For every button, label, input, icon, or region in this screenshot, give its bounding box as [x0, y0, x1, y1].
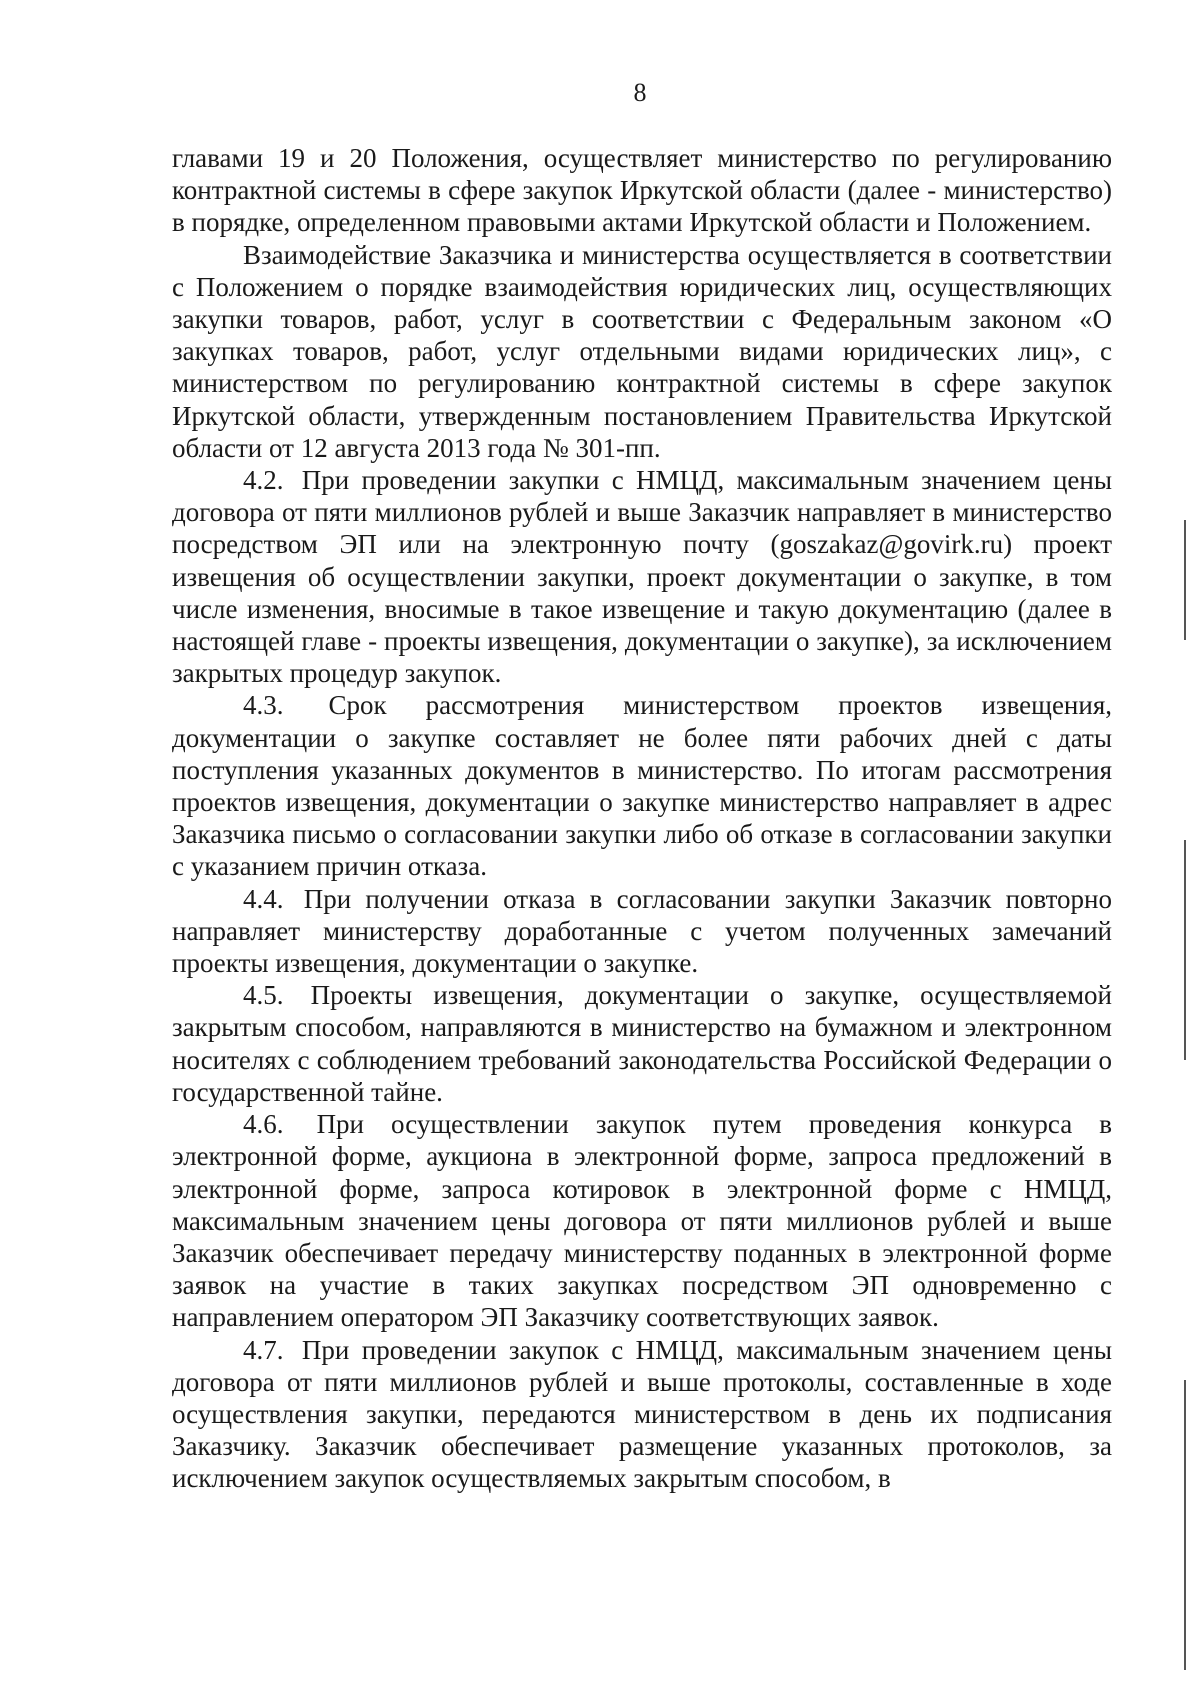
paragraph-text: При получении отказа в согласовании закупки Заказчик повторно направляет министерству доработанные с учетом полученных замечаний проекты извещения, документации о закупке. — [172, 883, 1113, 979]
paragraph-continuation — [172, 142, 1112, 239]
paragraph-number: 4.2. — [243, 465, 284, 496]
paragraph-number: 4.7. — [243, 1334, 284, 1365]
paragraph-text: Срок рассмотрения министерством проектов извещения, документации о закупке составляет не более пяти рабочих дней с даты поступления указанных документов в министерство. По итогам рассмотрения проектов извещения, документации о закупке министерство направляет в адрес Заказчика письмо о согласовании закупки либо об отказе в согласовании закупки с указанием причин отказа. — [172, 690, 1113, 882]
paragraph-4-6 — [172, 1108, 1112, 1333]
scan-edge-mark — [1184, 520, 1186, 640]
paragraph-text: Взаимодействие Заказчика и министерства осуществляется в соответствии с Положением о порядке взаимодействия юридических лиц, осуществляющих закупки товаров, работ, услуг в соответствии с Федеральным законом «О закупках товаров, работ, услуг отдельными видами юридических лиц», с министерством по регулированию контрактной системы в сфере закупок Иркутской области, утвержденным постановлением Правительства Иркутской области от 12 августа 2013 года № 301-пп. — [172, 239, 1112, 463]
scan-edge-mark — [1184, 840, 1186, 1060]
paragraph-4-7 — [172, 1334, 1112, 1495]
paragraph-4-4 — [172, 883, 1112, 980]
document-body — [172, 142, 1112, 1495]
paragraph-4-2 — [172, 464, 1112, 689]
paragraph-text: При осуществлении закупок путем проведения конкурса в электронной форме, аукциона в электронной форме, запроса предложений в электронной форме, запроса котировок в электронной форме с НМЦД, максимальным значением цены договора от пяти миллионов рублей и выше Заказчик обеспечивает передачу министерству поданных в электронной форме заявок на участие в таких закупках посредством ЭП одновременно с направлением оператором ЭП Заказчику соответствующих заявок. — [172, 1109, 1112, 1333]
paragraph-4-3 — [172, 689, 1112, 882]
paragraph-text: При проведении закупки с НМЦД, максимальным значением цены договора от пяти миллионов рублей и выше Заказчик направляет в министерство посредством ЭП или на электронную почту (goszakaz@govirk.ru) проект извещения об осуществлении закупки, проект документации о закупке, в том числе изменения, вносимые в такое извещение и такую документацию (далее в настоящей главе - проекты извещения, документации о закупке), за исключением закрытых процедур закупок. — [172, 465, 1112, 689]
page-number: 8 — [633, 78, 647, 107]
paragraph-number: 4.6. — [243, 1109, 284, 1140]
paragraph-text: главами 19 и 20 Положения, осуществляет министерство по регулированию контрактной системы в сфере закупок Иркутской области (далее - министерство) в порядке, определенном правовыми актами Иркутской области и Положением. — [172, 143, 1112, 238]
paragraph-text: При проведении закупок с НМЦД, максимальным значением цены договора от пяти миллионов рублей и выше протоколы, составленные в ходе осуществления закупки, передаются министерством в день их подписания Заказчику. Заказчик обеспечивает размещение указанных протоколов, за исключением закупок осуществляемых закрытым способом, в — [172, 1334, 1113, 1494]
paragraph-number: 4.3. — [243, 690, 284, 721]
paragraph-interaction — [172, 239, 1112, 464]
paragraph-number: 4.4. — [243, 883, 284, 914]
paragraph-number: 4.5. — [243, 980, 284, 1011]
paragraph-4-5 — [172, 979, 1112, 1108]
paragraph-text: Проекты извещения, документации о закупке, осуществляемой закрытым способом, направляются в министерство на бумажном и электронном носителях с соблюдением требований законодательства Российской Федерации о государственной тайне. — [172, 980, 1112, 1107]
scan-edge-mark — [1184, 1380, 1186, 1670]
